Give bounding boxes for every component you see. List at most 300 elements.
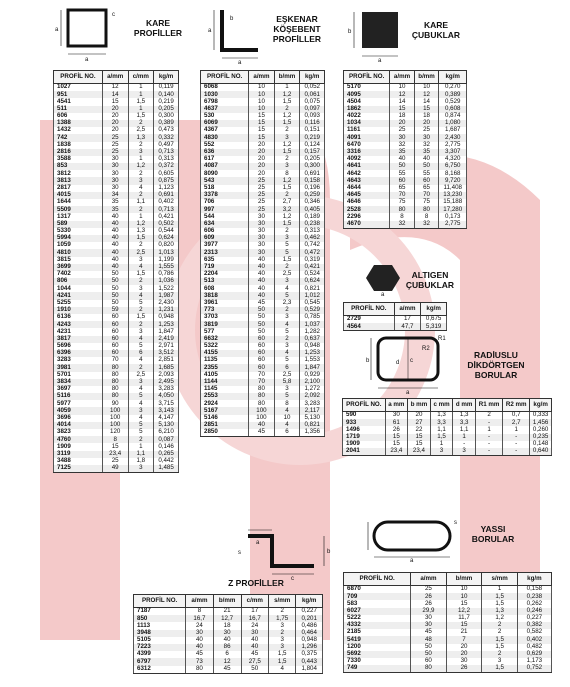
- table-cell: 4: [274, 407, 300, 414]
- profile-number-cell: 3696: [54, 415, 103, 422]
- rounded-rect-tube-diagram: [366, 330, 456, 394]
- table-cell: 30: [102, 156, 128, 163]
- table-cell: 60: [102, 350, 128, 357]
- table-cell: 49: [102, 465, 128, 473]
- dim-r1-label: R1: [438, 336, 446, 342]
- table-cell: 2: [128, 307, 154, 314]
- table-cell: 0,691: [300, 170, 325, 177]
- column-header: kg/m: [439, 71, 467, 84]
- table-cell: 4: [128, 400, 154, 407]
- table-cell: 4: [128, 336, 154, 343]
- profile-number-cell: 1496: [343, 426, 386, 433]
- table-cell: 70: [414, 192, 439, 199]
- table-cell: 50: [102, 278, 128, 285]
- table-cell: 0,502: [154, 221, 179, 228]
- table-cell: 30: [249, 221, 274, 228]
- table-cell: 1,356: [300, 429, 325, 437]
- profile-number-cell: 6798: [201, 98, 249, 105]
- table-row: [54, 465, 179, 473]
- table-cell: 1,5: [128, 98, 154, 105]
- table-row: [344, 636, 552, 643]
- column-header: b mm: [408, 399, 431, 412]
- profile-number-cell: 5692: [344, 651, 411, 658]
- table-cell: 0,821: [300, 285, 325, 292]
- table-cell: 0,375: [296, 651, 323, 658]
- table-cell: 1,173: [517, 658, 551, 665]
- table-cell: 6,750: [439, 163, 467, 170]
- profile-number-cell: 1317: [54, 213, 103, 220]
- table-cell: 0,259: [300, 192, 325, 199]
- table-cell: 0,482: [517, 644, 551, 651]
- profile-number-cell: 3703: [201, 314, 249, 321]
- dim-s-label: s: [238, 550, 241, 556]
- table-cell: 3: [274, 386, 300, 393]
- table-cell: 1,3: [430, 412, 452, 420]
- dim-a-label: a: [378, 58, 382, 62]
- profile-number-cell: 1027: [54, 84, 103, 92]
- table-cell: 3: [128, 407, 154, 414]
- table-cell: 60: [102, 321, 128, 328]
- table-cell: 15: [385, 441, 407, 448]
- table-cell: 2,5: [128, 249, 154, 256]
- table-cell: 60: [390, 177, 414, 184]
- table-cell: 0,462: [300, 235, 325, 242]
- profile-number-cell: 773: [201, 307, 249, 314]
- table-cell: 0,235: [530, 434, 552, 441]
- table-cell: 20: [249, 156, 274, 163]
- table-cell: 40: [249, 285, 274, 292]
- table-cell: 0,608: [439, 106, 467, 113]
- table-cell: 2: [274, 336, 300, 343]
- table-header-row: [344, 303, 447, 316]
- table-cell: 0,205: [300, 156, 325, 163]
- table-cell: 1: [430, 441, 452, 448]
- table-header-row: [54, 71, 179, 84]
- table-cell: 40: [241, 637, 268, 644]
- table-cell: 40: [249, 292, 274, 299]
- table-cell: 16,7: [241, 615, 268, 622]
- table-cell: 4: [274, 350, 300, 357]
- table-cell: 1,456: [530, 419, 552, 426]
- table-cell: 3: [128, 257, 154, 264]
- table-cell: 0,052: [300, 84, 325, 92]
- table-cell: 0,675: [421, 316, 447, 324]
- profile-number-cell: 1044: [54, 285, 103, 292]
- column-header: a/mm: [186, 595, 213, 608]
- table-cell: 15: [249, 127, 274, 134]
- table-cell: 35: [102, 199, 128, 206]
- table-cell: 10: [390, 84, 414, 92]
- table-cell: 1,5: [482, 636, 517, 643]
- table-header-row: [201, 71, 325, 84]
- profile-number-cell: 609: [201, 235, 249, 242]
- table-cell: 35: [102, 206, 128, 213]
- table-cell: 6,210: [154, 429, 179, 436]
- table-cell: 1,1: [128, 199, 154, 206]
- table-cell: 1,080: [439, 120, 467, 127]
- table-cell: 80: [249, 386, 274, 393]
- profile-number-cell: 3119: [54, 451, 103, 458]
- profile-number-cell: 2528: [344, 206, 390, 213]
- table-cell: 14: [102, 91, 128, 98]
- table-cell: 25: [414, 127, 439, 134]
- table-cell: 1: [128, 443, 154, 450]
- table-cell: 5,130: [300, 415, 325, 422]
- column-header: a/mm: [390, 71, 414, 84]
- table-cell: 30: [249, 235, 274, 242]
- profile-number-cell: 5330: [54, 228, 103, 235]
- column-header: a mm: [385, 399, 407, 412]
- table-cell: 2,5: [274, 271, 300, 278]
- table-cell: 40: [241, 644, 268, 651]
- column-header: kg/m: [154, 71, 179, 84]
- table-cell: 80: [102, 379, 128, 386]
- table-cell: 40: [102, 221, 128, 228]
- table-cell: 5: [274, 292, 300, 299]
- table-cell: 2: [128, 436, 154, 443]
- table-cell: 40: [249, 422, 274, 429]
- table-cell: 0,544: [154, 228, 179, 235]
- table-cell: 0,313: [300, 228, 325, 235]
- dim-r2-label: R2: [422, 346, 430, 352]
- title-radiuslu: RADİUSLU DİKDÖRTGEN BORULAR: [467, 350, 525, 380]
- table-cell: 45: [186, 651, 213, 658]
- table-cell: 60: [411, 658, 446, 665]
- table-cell: 40: [213, 637, 241, 644]
- table-cell: 0,472: [300, 249, 325, 256]
- profile-number-cell: 3977: [201, 242, 249, 249]
- profile-number-cell: 7187: [134, 608, 186, 616]
- table-cell: 12,7: [213, 615, 241, 622]
- table-cell: 2,093: [154, 372, 179, 379]
- profile-number-cell: 4645: [344, 192, 390, 199]
- table-cell: -: [476, 434, 503, 441]
- table-cell: 1,253: [154, 321, 179, 328]
- table-cell: 22: [408, 426, 431, 433]
- column-header: kg/m: [530, 399, 552, 412]
- table-cell: 0,529: [439, 98, 467, 105]
- table-cell: 70: [249, 379, 274, 386]
- table-cell: 1,5: [482, 644, 517, 651]
- table-cell: 45: [249, 300, 274, 307]
- table-cell: 0,119: [154, 84, 179, 92]
- table-cell: 80: [411, 665, 446, 673]
- table-cell: 0,402: [154, 199, 179, 206]
- table-header-row: [344, 71, 467, 84]
- table-cell: 20: [249, 142, 274, 149]
- table-cell: 0,061: [300, 91, 325, 98]
- table-cell: 0,637: [300, 336, 325, 343]
- table-cell: 15: [385, 434, 407, 441]
- profile-number-cell: 4231: [54, 328, 103, 335]
- profile-number-cell: 4670: [344, 221, 390, 229]
- table-cell: 2,851: [154, 357, 179, 364]
- table-cell: 2,419: [154, 336, 179, 343]
- table-cell: 4,050: [154, 393, 179, 400]
- table-cell: 50: [390, 163, 414, 170]
- profile-number-cell: 5255: [54, 300, 103, 307]
- table-cell: 60: [102, 343, 128, 350]
- profile-number-cell: 4830: [201, 134, 249, 141]
- profile-number-cell: 5322: [201, 343, 249, 350]
- table-row: [344, 608, 552, 615]
- dim-a-side-label: a: [55, 27, 59, 33]
- table-cell: 12: [390, 91, 414, 98]
- table-cell: 60: [249, 336, 274, 343]
- table-cell: 1,8: [128, 458, 154, 465]
- table-cell: 10: [249, 106, 274, 113]
- table-header-row: [343, 399, 552, 412]
- table-cell: 1,847: [300, 364, 325, 371]
- table-cell: 0,219: [300, 134, 325, 141]
- profile-number-cell: 3948: [134, 630, 186, 637]
- table-cell: 3: [274, 134, 300, 141]
- profile-number-cell: 6136: [54, 314, 103, 321]
- table-cell: 32: [414, 221, 439, 229]
- table-cell: 23,4: [385, 448, 407, 456]
- column-header: a/mm: [394, 303, 421, 316]
- table-cell: 0,201: [296, 615, 323, 622]
- column-header: c mm: [430, 399, 452, 412]
- profile-number-cell: 4087: [201, 163, 249, 170]
- table-cell: 0,227: [296, 608, 323, 616]
- column-header: b/mm: [213, 595, 241, 608]
- table-cell: 0,075: [300, 98, 325, 105]
- table-cell: 1: [128, 106, 154, 113]
- profile-number-cell: 1135: [201, 357, 249, 364]
- table-cell: 0,713: [154, 206, 179, 213]
- table-cell: 3: [128, 285, 154, 292]
- profile-number-cell: 1200: [344, 644, 411, 651]
- table-cell: 40: [102, 242, 128, 249]
- table-cell: 35: [414, 149, 439, 156]
- table-row: [134, 666, 323, 674]
- table-cell: 15: [408, 434, 431, 441]
- table-row: [344, 658, 552, 665]
- table-cell: 3: [274, 278, 300, 285]
- table-cell: 2: [274, 264, 300, 271]
- dim-c-label: c: [112, 12, 115, 18]
- table-cell: 2: [128, 278, 154, 285]
- table-cell: 70: [249, 372, 274, 379]
- profile-number-cell: 1059: [54, 242, 103, 249]
- table-cell: 0,691: [154, 192, 179, 199]
- table-cell: 14: [414, 98, 439, 105]
- table-cell: 0,151: [300, 127, 325, 134]
- dim-a-label: a: [256, 540, 260, 546]
- table-cell: 32: [414, 142, 439, 149]
- table-cell: 40: [249, 257, 274, 264]
- kare-profiller-table: [53, 70, 179, 473]
- profile-number-cell: 606: [201, 228, 249, 235]
- table-cell: 6: [274, 364, 300, 371]
- table-cell: 50: [249, 314, 274, 321]
- table-cell: 23,4: [102, 451, 128, 458]
- table-cell: 40: [414, 156, 439, 163]
- table-cell: 60: [102, 328, 128, 335]
- table-cell: 26: [411, 593, 446, 600]
- z-profile-diagram: [236, 528, 336, 580]
- table-cell: 4: [128, 415, 154, 422]
- profile-number-cell: 850: [134, 615, 186, 622]
- table-cell: 6: [128, 350, 154, 357]
- title-eskenar: EŞKENAR KÖŞEBENT PROFİLLER: [272, 14, 322, 44]
- profile-number-cell: 5994: [54, 235, 103, 242]
- profile-number-cell: 1034: [344, 120, 390, 127]
- table-cell: 80: [249, 400, 274, 407]
- table-cell: 25: [102, 149, 128, 156]
- table-cell: 2,5: [128, 372, 154, 379]
- table-cell: 32: [390, 221, 414, 229]
- table-cell: 0,157: [300, 149, 325, 156]
- table-cell: 50: [102, 292, 128, 299]
- table-cell: 0,785: [300, 314, 325, 321]
- dim-b-label: b: [327, 549, 331, 555]
- table-cell: 50: [411, 644, 446, 651]
- table-cell: 5: [274, 357, 300, 364]
- table-cell: 10: [249, 91, 274, 98]
- table-cell: 0,333: [530, 412, 552, 420]
- column-header: kg/m: [421, 303, 447, 316]
- table-cell: 1,5: [274, 221, 300, 228]
- table-cell: 5: [128, 422, 154, 429]
- table-cell: 50: [249, 321, 274, 328]
- profile-number-cell: 3815: [54, 257, 103, 264]
- profile-number-cell: 4091: [344, 134, 390, 141]
- table-cell: 17,280: [439, 206, 467, 213]
- table-cell: 1,5: [482, 665, 517, 673]
- profile-number-cell: 5977: [54, 400, 103, 407]
- table-cell: 0,238: [517, 593, 551, 600]
- table-cell: 4: [274, 422, 300, 429]
- table-cell: 75: [390, 199, 414, 206]
- profile-number-cell: 2041: [343, 448, 386, 456]
- table-cell: 40: [390, 156, 414, 163]
- table-cell: 30: [249, 249, 274, 256]
- table-cell: 60: [249, 364, 274, 371]
- profile-number-cell: 4095: [344, 91, 390, 98]
- profile-number-cell: 5146: [201, 415, 249, 422]
- table-cell: 24: [186, 622, 213, 629]
- profile-number-cell: 4646: [344, 199, 390, 206]
- table-cell: 1,5: [274, 257, 300, 264]
- profile-number-cell: 3283: [54, 357, 103, 364]
- table-cell: 100: [102, 422, 128, 429]
- table-cell: 80: [102, 393, 128, 400]
- profile-number-cell: 3823: [54, 429, 103, 436]
- table-cell: 3,283: [154, 386, 179, 393]
- profile-number-cell: 7402: [54, 271, 103, 278]
- table-cell: 5,319: [421, 323, 447, 331]
- table-cell: 2,971: [154, 343, 179, 350]
- table-cell: 0,300: [154, 113, 179, 120]
- profile-number-cell: 1144: [201, 379, 249, 386]
- table-cell: 1: [128, 84, 154, 92]
- profile-number-cell: 6870: [344, 586, 411, 594]
- table-cell: 3,3: [430, 419, 452, 426]
- table-cell: 4: [128, 292, 154, 299]
- profile-number-cell: 6312: [134, 666, 186, 674]
- table-cell: 3,307: [439, 149, 467, 156]
- table-cell: 0,405: [300, 206, 325, 213]
- profile-number-cell: 1909: [54, 443, 103, 450]
- table-cell: 30: [102, 163, 128, 170]
- table-row: [343, 434, 552, 441]
- table-cell: 80: [390, 206, 414, 213]
- table-cell: 3: [128, 149, 154, 156]
- table-cell: 100: [102, 407, 128, 414]
- profile-number-cell: 5116: [54, 393, 103, 400]
- table-cell: 50: [102, 285, 128, 292]
- table-cell: 18: [390, 113, 414, 120]
- profile-number-cell: 1719: [343, 434, 386, 441]
- table-cell: 2: [268, 608, 295, 616]
- profile-number-cell: 4022: [344, 113, 390, 120]
- table-cell: 0,372: [154, 163, 179, 170]
- table-row: [344, 622, 552, 629]
- table-cell: 12: [414, 91, 439, 98]
- table-cell: 1,2: [128, 221, 154, 228]
- table-cell: 75: [414, 199, 439, 206]
- table-cell: 45: [241, 651, 268, 658]
- table-cell: 0,948: [300, 343, 325, 350]
- column-header: c/mm: [241, 595, 268, 608]
- table-cell: 0,473: [154, 127, 179, 134]
- table-cell: 8,168: [439, 170, 467, 177]
- table-cell: 1,2: [482, 615, 517, 622]
- table-cell: 3: [128, 379, 154, 386]
- table-cell: 0,624: [300, 278, 325, 285]
- profile-number-cell: 4644: [344, 185, 390, 192]
- profile-number-cell: 530: [201, 113, 249, 120]
- table-cell: 26: [411, 600, 446, 607]
- table-cell: 55: [390, 170, 414, 177]
- table-cell: 1,804: [296, 666, 323, 674]
- profile-number-cell: 2313: [201, 249, 249, 256]
- column-header: PROFİL NO.: [54, 71, 103, 84]
- table-cell: 0,752: [517, 665, 551, 673]
- table-cell: 20: [249, 170, 274, 177]
- table-cell: 0,464: [296, 630, 323, 637]
- table-cell: 2: [128, 321, 154, 328]
- dim-a-label: a: [410, 558, 414, 562]
- table-cell: 25: [249, 185, 274, 192]
- profile-number-cell: 7330: [344, 658, 411, 665]
- profile-number-cell: 806: [54, 278, 103, 285]
- table-cell: 20: [446, 651, 482, 658]
- table-cell: 1,5: [274, 98, 300, 105]
- table-cell: 0,262: [517, 600, 551, 607]
- table-cell: 32: [390, 142, 414, 149]
- table-cell: 0,097: [300, 106, 325, 113]
- profile-number-cell: 3588: [54, 156, 103, 163]
- profile-number-cell: 742: [54, 134, 103, 141]
- table-cell: 1,2: [274, 142, 300, 149]
- profile-number-cell: 1432: [54, 127, 103, 134]
- profile-number-cell: 3316: [344, 149, 390, 156]
- dim-a-label: a: [406, 390, 410, 394]
- table-cell: 24: [241, 622, 268, 629]
- table-cell: 1,253: [300, 350, 325, 357]
- table-cell: 2: [128, 364, 154, 371]
- table-cell: 86: [213, 644, 241, 651]
- column-header: PROFİL NO.: [344, 573, 411, 586]
- table-cell: 0,421: [300, 264, 325, 271]
- table-cell: 2: [274, 106, 300, 113]
- table-cell: 34: [102, 192, 128, 199]
- table-cell: 1,5: [128, 235, 154, 242]
- table-cell: 1,3: [128, 228, 154, 235]
